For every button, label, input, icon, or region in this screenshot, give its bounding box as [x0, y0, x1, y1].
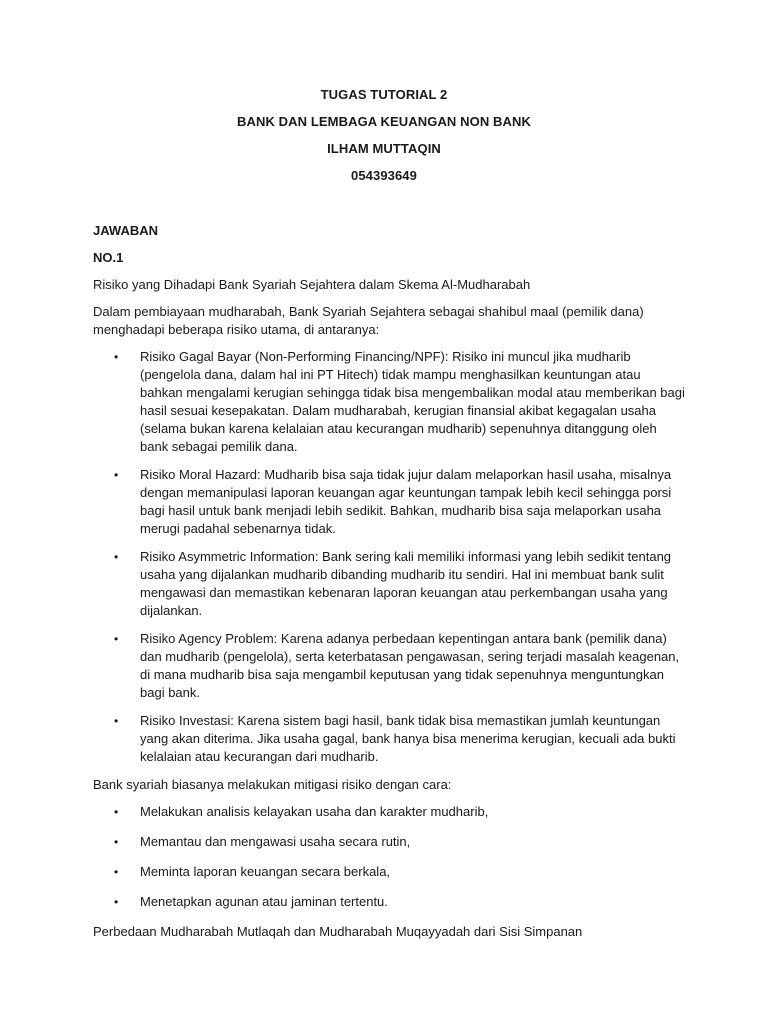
bullet-icon: • — [114, 714, 119, 728]
risk-text: Risiko Investasi: Karena sistem bagi hasil, bank tidak bisa memastikan jumlah keuntungan yang akan diterima. Jika usaha gagal, bank hanya bisa menerima kerugian, kecuali ada bukti kelalaian atau kecurangan dari mudharib. — [140, 713, 676, 764]
bullet-icon: • — [114, 865, 119, 879]
risk-text: Risiko Agency Problem: Karena adanya perbedaan kepentingan antara bank (pemilik dana) dan mudharib (pengelola), serta keterbatasan pengawasan, sering terjadi masalah keagenan, di mana mudharib bisa saja mengambil keputusan yang tidak sepenuhnya menguntungkan bagi bank. — [140, 631, 680, 700]
bullet-icon: • — [114, 350, 119, 364]
next-section-title: Perbedaan Mudharabah Mutlaqah dan Mudharabah Muqayyadah dari Sisi Simpanan — [93, 924, 583, 939]
list-item — [93, 466, 685, 538]
bullet-icon: • — [114, 550, 119, 564]
bullet-icon: • — [114, 835, 119, 849]
bullet-icon: • — [114, 468, 119, 482]
list-item — [93, 548, 685, 620]
list-item — [93, 893, 685, 911]
risk-text: Risiko Moral Hazard: Mudharib bisa saja tidak jujur dalam melaporkan hasil usaha, misalnya dengan memanipulasi laporan keuangan agar keuntungan tampak lebih kecil sehingga porsi bagi hasil untuk bank menjadi lebih sedikit. Bahkan, mudharib bisa saja melaporkan usaha merugi padahal sebenarnya tidak. — [140, 467, 672, 536]
course-subject: BANK DAN LEMBAGA KEUANGAN NON BANK — [237, 114, 531, 129]
list-item — [93, 803, 685, 821]
student-name: ILHAM MUTTAQIN — [327, 141, 441, 156]
mitigation-intro: Bank syariah biasanya melakukan mitigasi risiko dengan cara: — [93, 777, 452, 792]
list-item — [93, 630, 685, 702]
answer-label: JAWABAN — [93, 223, 159, 238]
intro-paragraph: Dalam pembiayaan mudharabah, Bank Syariah Sejahtera sebagai shahibul maal (pemilik dana) menghadapi beberapa risiko utama, di antaranya: — [93, 304, 644, 337]
risk-text: Risiko Asymmetric Information: Bank sering kali memiliki informasi yang lebih sedikit tentang usaha yang dijalankan mudharib dibanding mudharib itu sendiri. Hal ini membuat bank sulit mengawasi dan memastikan kebenaran laporan keuangan atau perkembangan usaha yang dijalankan. — [140, 549, 672, 618]
bullet-icon: • — [114, 805, 119, 819]
list-item — [93, 348, 685, 456]
list-item — [93, 833, 685, 851]
section-title: Risiko yang Dihadapi Bank Syariah Sejahtera dalam Skema Al-Mudharabah — [93, 277, 531, 292]
document-title: TUGAS TUTORIAL 2 — [320, 87, 448, 102]
bullet-icon: • — [114, 632, 119, 646]
mitigation-text: Meminta laporan keuangan secara berkala, — [140, 864, 391, 879]
mitigation-list — [93, 803, 685, 911]
student-id: 054393649 — [351, 168, 417, 183]
document-body — [93, 222, 685, 950]
document-header — [0, 86, 768, 194]
mitigation-text: Menetapkan agunan atau jaminan tertentu. — [140, 894, 388, 909]
question-number: NO.1 — [93, 250, 124, 265]
bullet-icon: • — [114, 895, 119, 909]
risk-list — [93, 348, 685, 766]
list-item — [93, 863, 685, 881]
mitigation-text: Memantau dan mengawasi usaha secara rutin, — [140, 834, 411, 849]
list-item — [93, 712, 685, 766]
mitigation-text: Melakukan analisis kelayakan usaha dan karakter mudharib, — [140, 804, 489, 819]
risk-text: Risiko Gagal Bayar (Non-Performing Financing/NPF): Risiko ini muncul jika mudharib (pengelola dana, dalam hal ini PT Hitech) tidak mampu menghasilkan keuntungan atau bahkan mengalami kerugian sehingga tidak bisa mengembalikan modal atau memberikan bagi hasil sesuai kesepakatan. Dalam mudharabah, kerugian finansial akibat kegagalan usaha (selama bukan karena kelalaian atau kecurangan mudharib) sepenuhnya ditanggung oleh bank sebagai pemilik dana. — [140, 349, 685, 454]
